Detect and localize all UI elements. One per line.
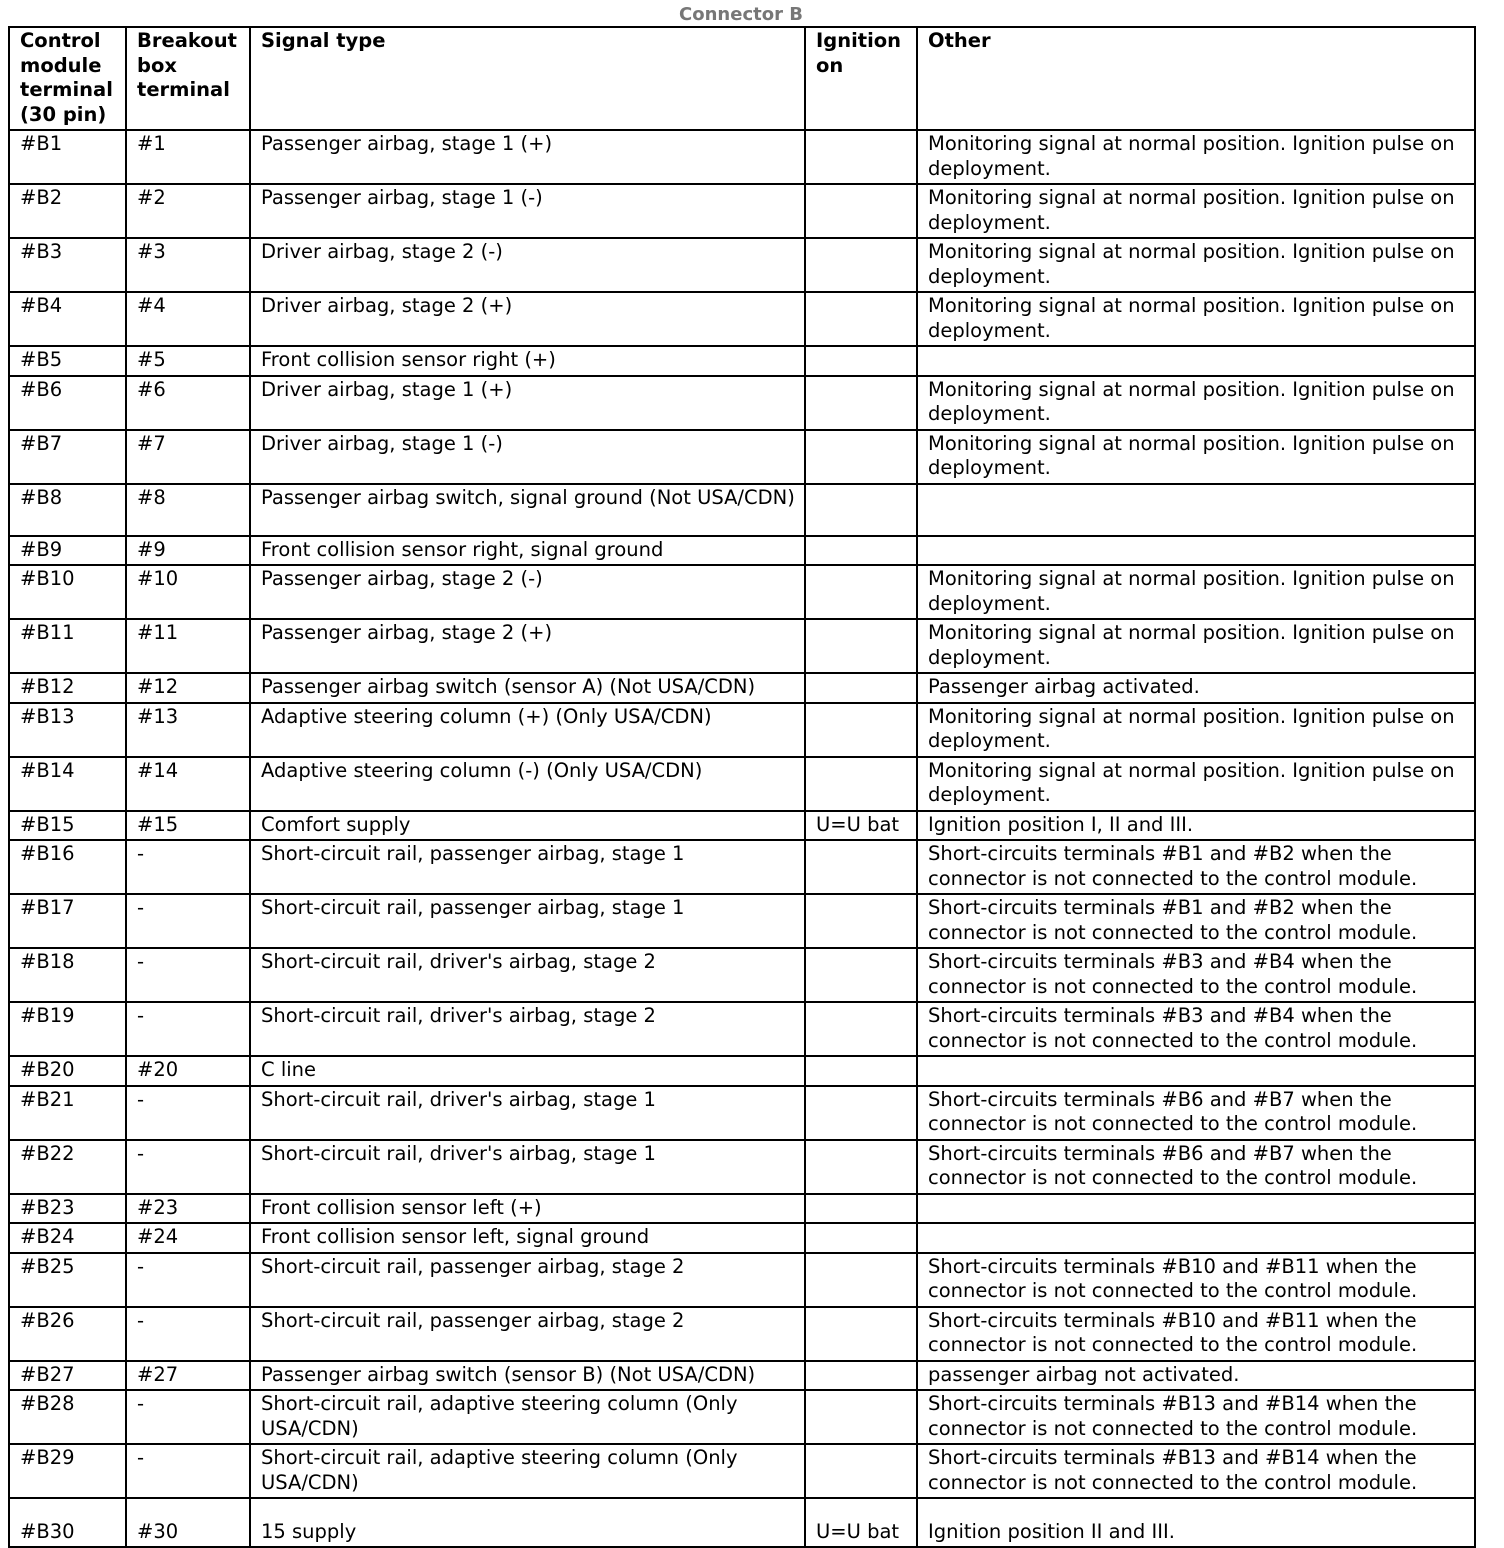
table-row (9, 484, 1475, 536)
cell-signal: Passenger airbag switch (sensor A) (Not USA/CDN) (250, 673, 805, 703)
cell-breakout: - (126, 1390, 250, 1444)
cell-terminal: #B3 (9, 238, 126, 292)
column-header-signal: Signal type (250, 27, 805, 130)
cell-ignition (805, 184, 917, 238)
cell-ignition (805, 536, 917, 566)
pin-table (8, 26, 1476, 1548)
cell-other: Short-circuits terminals #B1 and #B2 when the connector is not connected to the control module. (917, 840, 1475, 894)
cell-signal: 15 supply (250, 1498, 805, 1547)
cell-signal: Short-circuit rail, driver's airbag, stage 1 (250, 1086, 805, 1140)
table-row (9, 1056, 1475, 1086)
cell-ignition (805, 1223, 917, 1253)
cell-ignition (805, 1140, 917, 1194)
table-row (9, 948, 1475, 1002)
cell-other (917, 1056, 1475, 1086)
cell-other: Short-circuits terminals #B6 and #B7 when the connector is not connected to the control module. (917, 1086, 1475, 1140)
cell-breakout: #6 (126, 376, 250, 430)
cell-signal: Front collision sensor left (+) (250, 1194, 805, 1224)
cell-signal: Short-circuit rail, adaptive steering column (Only USA/CDN) (250, 1444, 805, 1498)
cell-terminal: #B19 (9, 1002, 126, 1056)
cell-terminal: #B6 (9, 376, 126, 430)
cell-terminal: #B12 (9, 673, 126, 703)
cell-ignition (805, 1056, 917, 1086)
cell-ignition (805, 1194, 917, 1224)
table-row (9, 536, 1475, 566)
cell-breakout: - (126, 1307, 250, 1361)
cell-other: Passenger airbag activated. (917, 673, 1475, 703)
cell-terminal: #B16 (9, 840, 126, 894)
cell-other: Short-circuits terminals #B3 and #B4 when the connector is not connected to the control module. (917, 948, 1475, 1002)
cell-breakout: #14 (126, 757, 250, 811)
cell-other: Short-circuits terminals #B13 and #B14 when the connector is not connected to the control module. (917, 1390, 1475, 1444)
cell-terminal: #B14 (9, 757, 126, 811)
cell-signal: Passenger airbag, stage 2 (-) (250, 565, 805, 619)
cell-other: Short-circuits terminals #B10 and #B11 when the connector is not connected to the control module. (917, 1307, 1475, 1361)
cell-ignition (805, 1086, 917, 1140)
cell-terminal: #B8 (9, 484, 126, 536)
cell-signal: Comfort supply (250, 811, 805, 841)
cell-terminal: #B2 (9, 184, 126, 238)
cell-terminal: #B10 (9, 565, 126, 619)
cell-breakout: #1 (126, 130, 250, 184)
cell-other: passenger airbag not activated. (917, 1361, 1475, 1391)
cell-terminal: #B29 (9, 1444, 126, 1498)
cell-ignition (805, 346, 917, 376)
cell-terminal: #B9 (9, 536, 126, 566)
cell-signal: Driver airbag, stage 2 (-) (250, 238, 805, 292)
cell-breakout: #7 (126, 430, 250, 484)
cell-other: Monitoring signal at normal position. Ignition pulse on deployment. (917, 130, 1475, 184)
cell-terminal: #B15 (9, 811, 126, 841)
cell-terminal: #B11 (9, 619, 126, 673)
cell-other: Monitoring signal at normal position. Ignition pulse on deployment. (917, 430, 1475, 484)
table-row (9, 565, 1475, 619)
column-header-ignition: Ignition on (805, 27, 917, 130)
cell-terminal: #B4 (9, 292, 126, 346)
cell-ignition: U=U bat (805, 1498, 917, 1547)
cell-breakout: #8 (126, 484, 250, 536)
cell-terminal: #B26 (9, 1307, 126, 1361)
cell-signal: Passenger airbag, stage 1 (+) (250, 130, 805, 184)
cell-ignition (805, 673, 917, 703)
table-row (9, 346, 1475, 376)
table-row (9, 184, 1475, 238)
column-header-terminal: Control module terminal (30 pin) (9, 27, 126, 130)
cell-breakout: #9 (126, 536, 250, 566)
table-row (9, 619, 1475, 673)
table-row (9, 130, 1475, 184)
cell-other: Short-circuits terminals #B10 and #B11 when the connector is not connected to the control module. (917, 1253, 1475, 1307)
cell-other: Short-circuits terminals #B3 and #B4 when the connector is not connected to the control module. (917, 1002, 1475, 1056)
cell-breakout: #5 (126, 346, 250, 376)
cell-ignition (805, 292, 917, 346)
cell-breakout: #23 (126, 1194, 250, 1224)
cell-ignition (805, 840, 917, 894)
table-row (9, 703, 1475, 757)
cell-signal: Adaptive steering column (+) (Only USA/CDN) (250, 703, 805, 757)
connector-title: Connector B (679, 4, 803, 25)
cell-ignition (805, 1253, 917, 1307)
cell-signal: Short-circuit rail, adaptive steering column (Only USA/CDN) (250, 1390, 805, 1444)
cell-ignition (805, 565, 917, 619)
cell-breakout: - (126, 1002, 250, 1056)
cell-signal: Short-circuit rail, passenger airbag, stage 2 (250, 1253, 805, 1307)
table-row (9, 894, 1475, 948)
cell-signal: Short-circuit rail, passenger airbag, stage 2 (250, 1307, 805, 1361)
cell-other: Ignition position I, II and III. (917, 811, 1475, 841)
cell-ignition (805, 1390, 917, 1444)
cell-other (917, 1223, 1475, 1253)
cell-terminal: #B30 (9, 1498, 126, 1547)
cell-signal: Front collision sensor right, signal ground (250, 536, 805, 566)
table-row (9, 840, 1475, 894)
cell-other: Monitoring signal at normal position. Ignition pulse on deployment. (917, 184, 1475, 238)
table-row (9, 1140, 1475, 1194)
table-row (9, 430, 1475, 484)
cell-breakout: #4 (126, 292, 250, 346)
cell-signal: Passenger airbag, stage 2 (+) (250, 619, 805, 673)
cell-other (917, 346, 1475, 376)
table-row (9, 1307, 1475, 1361)
cell-breakout: #10 (126, 565, 250, 619)
cell-breakout: #12 (126, 673, 250, 703)
cell-terminal: #B27 (9, 1361, 126, 1391)
table-body (9, 130, 1475, 1547)
table-row (9, 1361, 1475, 1391)
cell-ignition (805, 1002, 917, 1056)
cell-signal: Front collision sensor left, signal ground (250, 1223, 805, 1253)
cell-other: Short-circuits terminals #B1 and #B2 when the connector is not connected to the control module. (917, 894, 1475, 948)
cell-breakout: #2 (126, 184, 250, 238)
table-row (9, 1194, 1475, 1224)
cell-ignition (805, 1361, 917, 1391)
cell-breakout: #27 (126, 1361, 250, 1391)
cell-other: Monitoring signal at normal position. Ignition pulse on deployment. (917, 619, 1475, 673)
cell-breakout: - (126, 1253, 250, 1307)
cell-terminal: #B22 (9, 1140, 126, 1194)
cell-terminal: #B7 (9, 430, 126, 484)
cell-terminal: #B17 (9, 894, 126, 948)
cell-ignition (805, 757, 917, 811)
cell-breakout: - (126, 1140, 250, 1194)
cell-other (917, 484, 1475, 536)
column-header-breakout: Breakout box terminal (126, 27, 250, 130)
cell-other: Monitoring signal at normal position. Ignition pulse on deployment. (917, 238, 1475, 292)
cell-terminal: #B18 (9, 948, 126, 1002)
cell-breakout: #11 (126, 619, 250, 673)
cell-signal: Passenger airbag switch, signal ground (Not USA/CDN) (250, 484, 805, 536)
table-row (9, 292, 1475, 346)
cell-breakout: #15 (126, 811, 250, 841)
cell-signal: Short-circuit rail, driver's airbag, stage 1 (250, 1140, 805, 1194)
cell-other (917, 1194, 1475, 1224)
cell-breakout: #13 (126, 703, 250, 757)
cell-signal: Short-circuit rail, driver's airbag, stage 2 (250, 1002, 805, 1056)
table-row (9, 1498, 1475, 1547)
cell-terminal: #B13 (9, 703, 126, 757)
cell-ignition (805, 484, 917, 536)
table-row (9, 238, 1475, 292)
cell-signal: Short-circuit rail, passenger airbag, stage 1 (250, 894, 805, 948)
cell-breakout: - (126, 1444, 250, 1498)
cell-other: Monitoring signal at normal position. Ignition pulse on deployment. (917, 376, 1475, 430)
cell-breakout: - (126, 840, 250, 894)
cell-signal: Driver airbag, stage 1 (-) (250, 430, 805, 484)
cell-other: Monitoring signal at normal position. Ignition pulse on deployment. (917, 565, 1475, 619)
cell-breakout: - (126, 1086, 250, 1140)
table-row (9, 811, 1475, 841)
cell-other: Monitoring signal at normal position. Ignition pulse on deployment. (917, 703, 1475, 757)
cell-terminal: #B20 (9, 1056, 126, 1086)
cell-signal: C line (250, 1056, 805, 1086)
table-row (9, 1002, 1475, 1056)
cell-terminal: #B21 (9, 1086, 126, 1140)
cell-breakout: #20 (126, 1056, 250, 1086)
cell-breakout: #24 (126, 1223, 250, 1253)
table-row (9, 757, 1475, 811)
cell-ignition (805, 130, 917, 184)
cell-signal: Adaptive steering column (-) (Only USA/CDN) (250, 757, 805, 811)
cell-signal: Driver airbag, stage 2 (+) (250, 292, 805, 346)
cell-ignition (805, 238, 917, 292)
cell-ignition (805, 703, 917, 757)
cell-terminal: #B25 (9, 1253, 126, 1307)
cell-other: Ignition position II and III. (917, 1498, 1475, 1547)
column-header-other: Other (917, 27, 1475, 130)
cell-terminal: #B1 (9, 130, 126, 184)
cell-terminal: #B28 (9, 1390, 126, 1444)
cell-ignition (805, 1444, 917, 1498)
cell-signal: Passenger airbag switch (sensor B) (Not USA/CDN) (250, 1361, 805, 1391)
cell-breakout: - (126, 948, 250, 1002)
cell-terminal: #B24 (9, 1223, 126, 1253)
cell-breakout: #3 (126, 238, 250, 292)
cell-other: Short-circuits terminals #B6 and #B7 when the connector is not connected to the control module. (917, 1140, 1475, 1194)
cell-ignition (805, 619, 917, 673)
table-row (9, 1444, 1475, 1498)
cell-ignition (805, 376, 917, 430)
cell-breakout: - (126, 894, 250, 948)
table-row (9, 1223, 1475, 1253)
table-row (9, 1390, 1475, 1444)
cell-terminal: #B23 (9, 1194, 126, 1224)
cell-other: Short-circuits terminals #B13 and #B14 when the connector is not connected to the control module. (917, 1444, 1475, 1498)
table-row (9, 1086, 1475, 1140)
cell-other: Monitoring signal at normal position. Ignition pulse on deployment. (917, 292, 1475, 346)
table-row (9, 376, 1475, 430)
cell-ignition (805, 1307, 917, 1361)
table-row (9, 673, 1475, 703)
cell-other: Monitoring signal at normal position. Ignition pulse on deployment. (917, 757, 1475, 811)
cell-ignition (805, 894, 917, 948)
table-row (9, 1253, 1475, 1307)
cell-signal: Passenger airbag, stage 1 (-) (250, 184, 805, 238)
cell-signal: Short-circuit rail, passenger airbag, stage 1 (250, 840, 805, 894)
cell-ignition (805, 430, 917, 484)
cell-signal: Short-circuit rail, driver's airbag, stage 2 (250, 948, 805, 1002)
cell-signal: Driver airbag, stage 1 (+) (250, 376, 805, 430)
cell-ignition: U=U bat (805, 811, 917, 841)
cell-ignition (805, 948, 917, 1002)
cell-signal: Front collision sensor right (+) (250, 346, 805, 376)
cell-other (917, 536, 1475, 566)
cell-breakout: #30 (126, 1498, 250, 1547)
header-row (9, 27, 1475, 130)
cell-terminal: #B5 (9, 346, 126, 376)
